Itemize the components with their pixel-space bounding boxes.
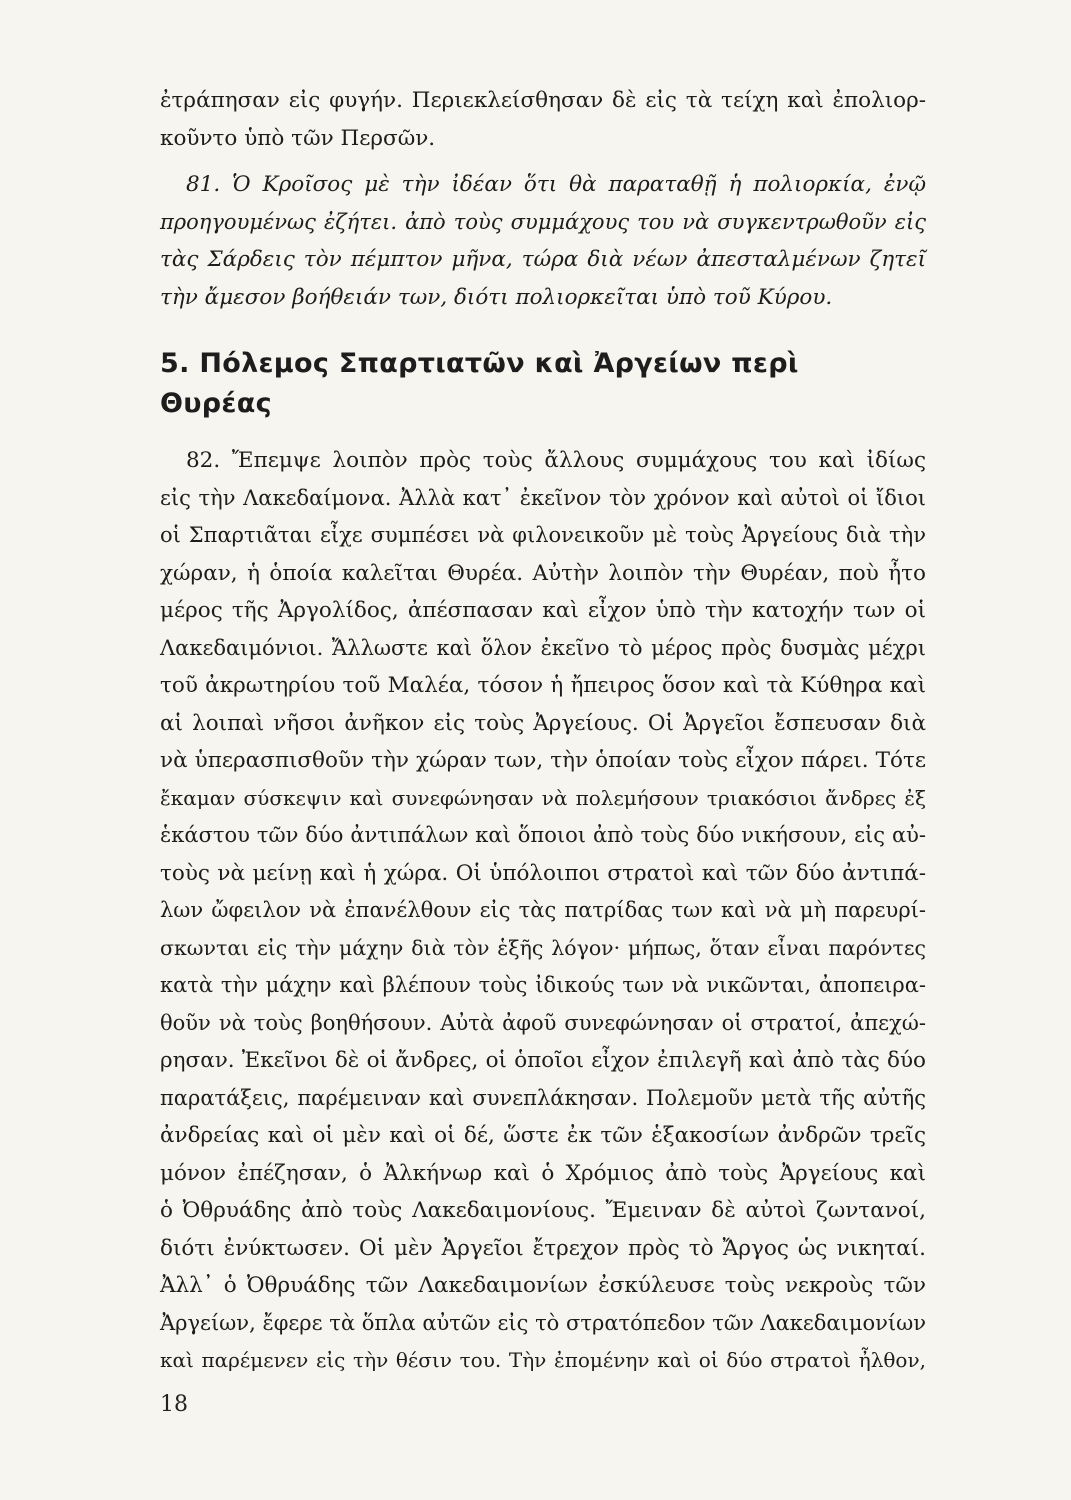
text-line: λων ὤφειλον νὰ ἐπανέλθουν εἰς τὰς πατρίδας των καὶ νὰ μὴ παρευρί- xyxy=(160,898,926,922)
text-line: χώραν, ἡ ὁποία καλεῖται Θυρέα. Αὐτὴν λοιπὸν τὴν Θυρέαν, ποὺ ἦτο xyxy=(160,560,926,586)
text-line: κοῦντο ὑπὸ τῶν Περσῶν. xyxy=(160,125,436,151)
text-line: 82. Ἔπεμψε λοιπὸν πρὸς τοὺς ἄλλους συμμάχους του καὶ ἰδίως xyxy=(186,448,926,473)
text-line: ἑκάστου τῶν δύο ἀντιπάλων καὶ ὅποιοι ἀπὸ τοὺς δύο νικήσουν, εἰς αὐ- xyxy=(160,823,926,847)
text-line: αἱ λοιπαὶ νῆσοι ἀνῆκον εἰς τοὺς Ἀργείους. Οἱ Ἀργεῖοι ἔσπευσαν διὰ xyxy=(160,710,926,736)
text-line: ρησαν. Ἐκεῖνοι δὲ οἱ ἄνδρες, οἱ ὁποῖοι εἶχον ἐπιλεγῆ καὶ ἀπὸ τὰς δύο xyxy=(160,1048,926,1073)
text-line: κατὰ τὴν μάχην καὶ βλέπουν τοὺς ἰδικούς των νὰ νικῶνται, ἀποπειρα- xyxy=(160,973,926,997)
text-line: ἀνδρείας καὶ οἱ μὲν καὶ οἱ δέ, ὥστε ἐκ τῶν ἑξακοσίων ἀνδρῶν τρεῖς xyxy=(160,1123,926,1148)
heading-line: 5. Πόλεμος Σπαρτιατῶν καὶ Ἀργείων περὶ xyxy=(160,348,799,379)
text-line: τοὺς νὰ μείνῃ καὶ ἡ χώρα. Οἱ ὑπόλοιποι στρατοὶ καὶ τῶν δύο ἀντιπά- xyxy=(160,860,926,886)
text-line: τὴν ἄμεσον βοήθειάν των, διότι πολιορκεῖται ὑπὸ τοῦ Κύρου. xyxy=(160,284,833,310)
text-line: τὰς Σάρδεις τὸν πέμπτον μῆνα, τώρα διὰ νέων ἀπεσταλμένων ζητεῖ xyxy=(160,247,926,272)
text-line: θοῦν νὰ τοὺς βοηθήσουν. Αὐτὰ ἀφοῦ συνεφώνησαν οἱ στρατοί, ἀπεχώ- xyxy=(160,1010,926,1035)
paragraph-continuation xyxy=(160,82,926,157)
text-line: μέρος τῆς Ἀργολίδος, ἀπέσπασαν καὶ εἶχον ὑπὸ τὴν κατοχήν των οἱ xyxy=(160,598,926,623)
text-line: οἱ Σπαρτιᾶται εἶχε συμπέσει νὰ φιλονεικοῦν μὲ τοὺς Ἀργείους διὰ τὴν xyxy=(160,523,926,547)
text-line: ἔκαμαν σύσκεψιν καὶ συνεφώνησαν νὰ πολεμήσουν τριακόσιοι ἄνδρες ἐξ xyxy=(160,785,926,810)
text-line: διότι ἐνύκτωσεν. Οἱ μὲν Ἀργεῖοι ἔτρεχον πρὸς τὸ Ἄργος ὡς νικηταί. xyxy=(160,1235,926,1261)
text-line: ὁ Ὀθρυάδης ἀπὸ τοὺς Λακεδαιμονίους. Ἔμειναν δὲ αὐτοὶ ζωντανοί, xyxy=(160,1198,926,1223)
paragraph-81 xyxy=(160,166,926,316)
text-line: 81. Ὁ Κροῖσος μὲ τὴν ἰδέαν ὅτι θὰ παραταθῇ ἡ πολιορκία, ἐνῷ xyxy=(186,172,926,197)
text-line: σκωνται εἰς τὴν μάχην διὰ τὸν ἑξῆς λόγον· μήπως, ὅταν εἶναι παρόντες xyxy=(160,935,926,960)
text-line: Ἀλλ᾽ ὁ Ὀθρυάδης τῶν Λακεδαιμονίων ἐσκύλευσε τοὺς νεκροὺς τῶν xyxy=(160,1273,926,1298)
page-number: 18 xyxy=(160,1392,188,1417)
text-column xyxy=(160,82,926,1380)
text-line: μόνον ἐπέζησαν, ὁ Ἀλκήνωρ καὶ ὁ Χρόμιος ἀπὸ τοὺς Ἀργείους καὶ xyxy=(160,1160,926,1186)
text-line: ἐτράπησαν εἰς φυγήν. Περιεκλείσθησαν δὲ εἰς τὰ τείχη καὶ ἐπολιορ- xyxy=(160,88,926,113)
text-line: παρατάξεις, παρέμειναν καὶ συνεπλάκησαν. Πολεμοῦν μετὰ τῆς αὐτῆς xyxy=(160,1085,926,1110)
text-line: νὰ ὑπερασπισθοῦν τὴν χώραν των, τὴν ὁποίαν τοὺς εἶχον πάρει. Τότε xyxy=(160,748,926,773)
section-heading xyxy=(160,344,926,424)
paragraph-82 xyxy=(160,442,926,1380)
heading-line: Θυρέας xyxy=(160,388,272,419)
text-line: εἰς τὴν Λακεδαίμονα. Ἀλλὰ κατ᾽ ἐκεῖνον τὸν χρόνον καὶ αὐτοὶ οἱ ἴδιοι xyxy=(160,485,926,510)
text-line: Ἀργείων, ἔφερε τὰ ὅπλα αὐτῶν εἰς τὸ στρατόπεδον τῶν Λακεδαιμονίων xyxy=(160,1310,926,1335)
text-line: τοῦ ἀκρωτηρίου τοῦ Μαλέα, τόσον ἡ ἤπειρος ὅσον καὶ τὰ Κύθηρα καὶ xyxy=(160,673,926,698)
text-line: καὶ παρέμενεν εἰς τὴν θέσιν του. Τὴν ἐπομένην καὶ οἱ δύο στρατοὶ ἦλθον, xyxy=(160,1348,926,1372)
text-line: Λακεδαιμόνιοι. Ἄλλωστε καὶ ὅλον ἐκεῖνο τὸ μέρος πρὸς δυσμὰς μέχρι xyxy=(160,635,926,660)
text-line: προηγουμένως ἐζήτει. ἀπὸ τοὺς συμμάχους του νὰ συγκεντρωθοῦν εἰς xyxy=(160,209,926,234)
